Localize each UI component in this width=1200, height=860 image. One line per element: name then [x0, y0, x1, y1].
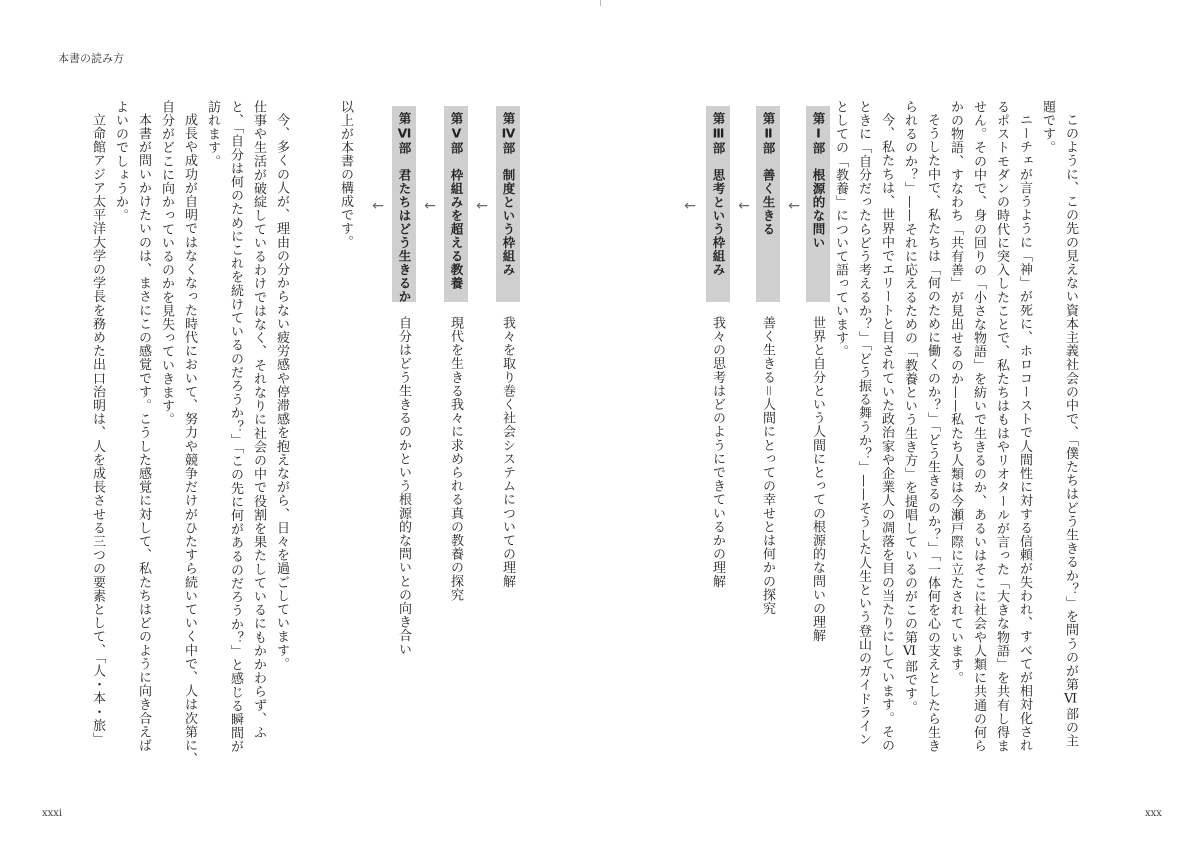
part-box [806, 106, 830, 302]
part-spacer [761, 155, 776, 169]
part-title: 君たちはどう生きるか [397, 168, 412, 304]
part-description: 善く生きる＝人間にとっての幸せとは何かの探究 [760, 316, 775, 616]
part-label: 第Ⅴ部 [449, 112, 464, 155]
arrow-icon: ← [738, 198, 750, 214]
folio-right: xxx [1145, 808, 1162, 819]
text-line: 今、多くの人が、理由の分からない疲労感や停滞感を抱えながら、日々を過ごしています。 [274, 113, 289, 671]
part-box [756, 106, 780, 302]
part-description: 我々を取り巻く社会システムについての理解 [500, 316, 515, 588]
part-description: 世界と自分という人間にとっての根源的な問いの理解 [810, 316, 825, 643]
part-box [706, 106, 730, 302]
part-spacer [811, 155, 826, 169]
text-line: 成長や成功が自明ではなくなった時代において、努力や競争だけがひたすら続いていく中で、人は次第に、 [182, 113, 197, 766]
part-title: 根源的な問い [811, 168, 826, 250]
text-line: このように、この先の見えない資本主義社会の中で、「僕たちはどう生きるか？」を問うのが第Ⅵ部の主 [1063, 113, 1078, 748]
text-line: ニーチェが言うように「神」が死に、ホロコーストで人間性に対する信頼が失われ、すべてが相対化され [1017, 113, 1032, 753]
running-head: 本書の読み方 [58, 52, 124, 65]
part-label: 第Ⅱ部 [761, 112, 776, 155]
part-spacer [501, 155, 516, 169]
part-box [444, 106, 468, 302]
left-page-text [86, 100, 293, 766]
part-description: 自分はどう生きるのかという根源的な問いとの向き合い [396, 316, 411, 656]
part-box [392, 106, 416, 302]
part-label: 第Ⅲ部 [711, 112, 726, 155]
part-label: 第Ⅵ部 [397, 112, 412, 155]
part-description: 現代を生きる我々に求められる真の教養の探究 [448, 316, 463, 602]
text-line: と、「自分は何のためにこれを続けているのだろうか？」「この先に何があるのだろうか？」と感じる瞬間が [228, 100, 243, 754]
text-line: かの物語、すなわち「共有善」が見出せるのか——私たち人類は今瀬戸際に立たされています。 [948, 100, 963, 685]
text-line: 題です。 [1040, 100, 1055, 155]
right-page-text [829, 100, 1082, 760]
text-line: としての「教養」について語っています。 [833, 100, 848, 359]
part-label: 第Ⅳ部 [501, 112, 516, 155]
part-title: 善く生きる [761, 168, 776, 236]
text-line: 仕事や生活が破綻しているわけではなく、それなりに社会の中で役割を果たしているにもかかわらず、ふ [251, 100, 266, 740]
text-line: そうした中で、私たちは「何のために働くのか？」「どう生きるのか？」「一体何を心の支えとしたら生き [925, 113, 940, 753]
part-title: 制度という枠組み [501, 168, 516, 277]
part-spacer [711, 155, 726, 169]
text-line: せん。その中で、身の回りの「小さな物語」を紡いで生きるのか、あるいはそこに社会や人類に共通の何ら [971, 100, 986, 753]
text-line: 本書が問いかけたいのは、まさにこの感覚です。こうした感覚に対して、私たちはどのように向き合えば [136, 113, 151, 753]
folio-left: xxxi [42, 808, 63, 819]
text-line: るポストモダンの時代に突入したことで、私たちはもはやリオタールが言った「大きな物語」を共有し得ま [994, 100, 1009, 753]
arrow-icon: ← [684, 198, 696, 214]
part-spacer [397, 155, 412, 169]
part-label: 第Ⅰ部 [811, 112, 826, 155]
gutter-mark [600, 0, 601, 6]
part-title: 枠組みを超える教養 [449, 168, 464, 290]
arrow-icon: ← [476, 198, 488, 214]
text-line: よいのでしょうか。 [113, 100, 128, 223]
text-line: 今、私たちは、世界中でエリートと目されていた政治家や企業人の凋落を目の当たりにしています。その [879, 113, 894, 753]
text-line: 訪れます。 [205, 100, 220, 168]
part-spacer [449, 155, 464, 169]
text-line: 立命館アジア太平洋大学の学長を務めた出口治明は、人を成長させる三つの要素として、「人・本・旅」 [90, 113, 105, 746]
part-title: 思考という枠組み [711, 168, 726, 277]
text-line: 自分がどこに向かっているのかを見失っていきます。 [159, 100, 174, 427]
arrow-icon: ← [788, 198, 800, 214]
arrow-icon: ← [424, 198, 436, 214]
text-line: ときに「自分だったらどう考えるか？」「どう振る舞うか？」——そうした人生という登山のガイドライン [856, 100, 871, 747]
arrow-icon: ← [372, 198, 384, 214]
summary-line: 以上が本書の構成です。 [338, 100, 353, 249]
text-line: られるのか？」——それに応えるための「教養という生き方」を提唱しているのがこの第Ⅵ部です。 [902, 100, 917, 714]
part-box [496, 106, 520, 302]
part-description: 我々の思考はどのようにできているかの理解 [710, 316, 725, 588]
